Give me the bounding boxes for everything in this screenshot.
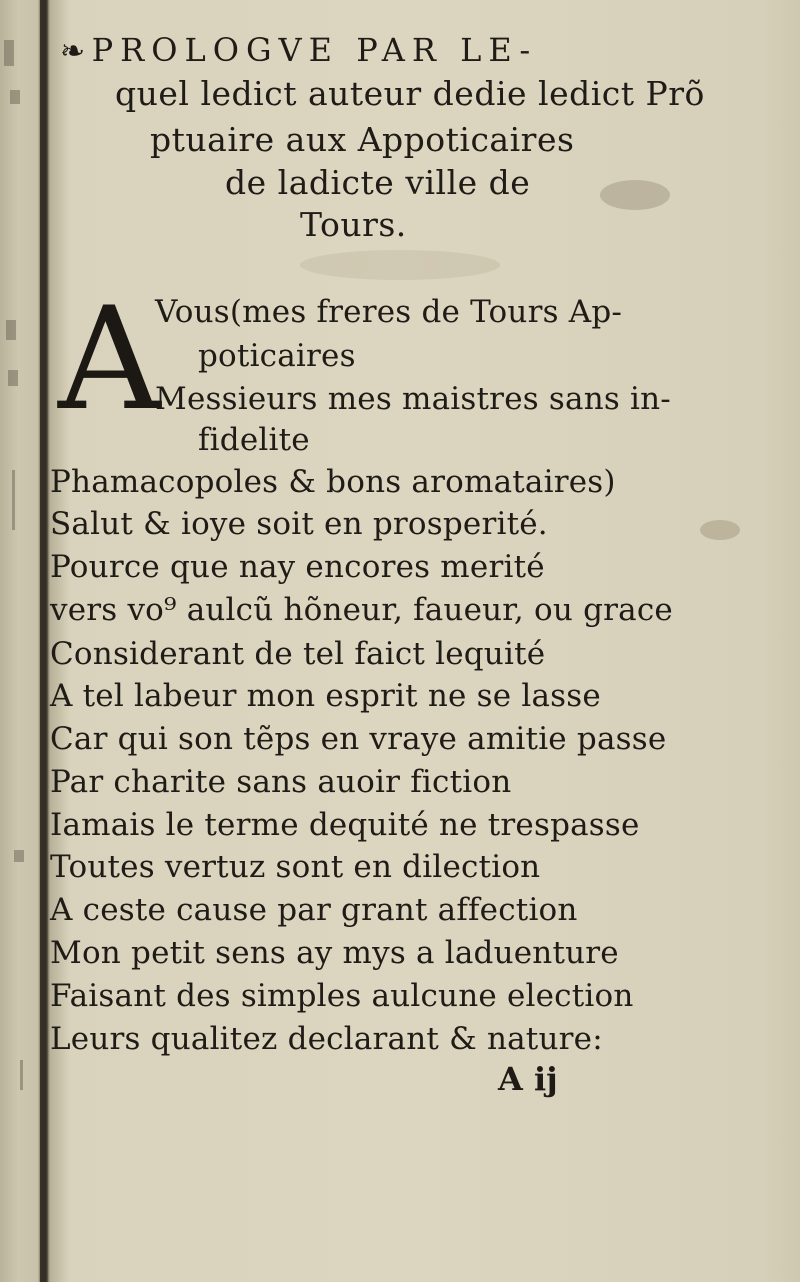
heading-line-4: de ladicte ville de xyxy=(225,163,531,202)
verse-line: Toutes vertuz sont en dilection xyxy=(50,849,541,885)
verse-line: Mon petit sens ay mys a laduenture xyxy=(50,935,619,971)
verse-line: A tel labeur mon esprit ne se lasse xyxy=(50,678,601,714)
heading-line-3: ptuaire aux Appoticaires xyxy=(150,120,575,159)
verse-line: Faisant des simples aulcune election xyxy=(50,978,634,1014)
verse-line: Phamacopoles & bons aromataires) xyxy=(50,464,616,500)
verse-line: Pource que nay encores merité xyxy=(50,549,545,585)
drop-capital: A xyxy=(58,277,161,442)
verse-line: fidelite xyxy=(198,422,310,458)
verse-line: Car qui son tẽps en vraye amitie passe xyxy=(50,721,667,757)
verse-line: Considerant de tel faict lequité xyxy=(50,636,546,672)
verse-line: Vous(mes freres de Tours Ap- xyxy=(155,294,623,330)
verse-line: Par charite sans auoir fiction xyxy=(50,764,512,800)
heading-line-5: Tours. xyxy=(300,205,407,244)
verse-line: Leurs qualitez declarant & nature: xyxy=(50,1021,603,1057)
fleuron-icon: ❧ xyxy=(60,34,86,69)
verse-line: A ceste cause par grant affection xyxy=(50,892,578,928)
signature-mark: A ij xyxy=(498,1060,558,1098)
paper-stain xyxy=(600,180,670,210)
verse-line: vers vo⁹ aulcũ hõneur, faueur, ou grace xyxy=(50,592,673,628)
binding-gutter xyxy=(40,0,48,1282)
verse-line: Salut & ioye soit en prosperité. xyxy=(50,506,548,542)
heading-line-2: quel ledict auteur dedie ledict Prõ xyxy=(115,74,705,113)
verse-line: poticaires xyxy=(198,338,356,374)
verse-line: Messieurs mes maistres sans in- xyxy=(155,381,671,417)
paper-stain xyxy=(300,250,500,280)
previous-page-edge xyxy=(0,30,30,1130)
paper-stain xyxy=(700,520,740,540)
heading-line-1: PROLOGVE PAR LE- xyxy=(91,31,538,69)
verse-line: Iamais le terme dequité ne trespasse xyxy=(50,807,640,843)
